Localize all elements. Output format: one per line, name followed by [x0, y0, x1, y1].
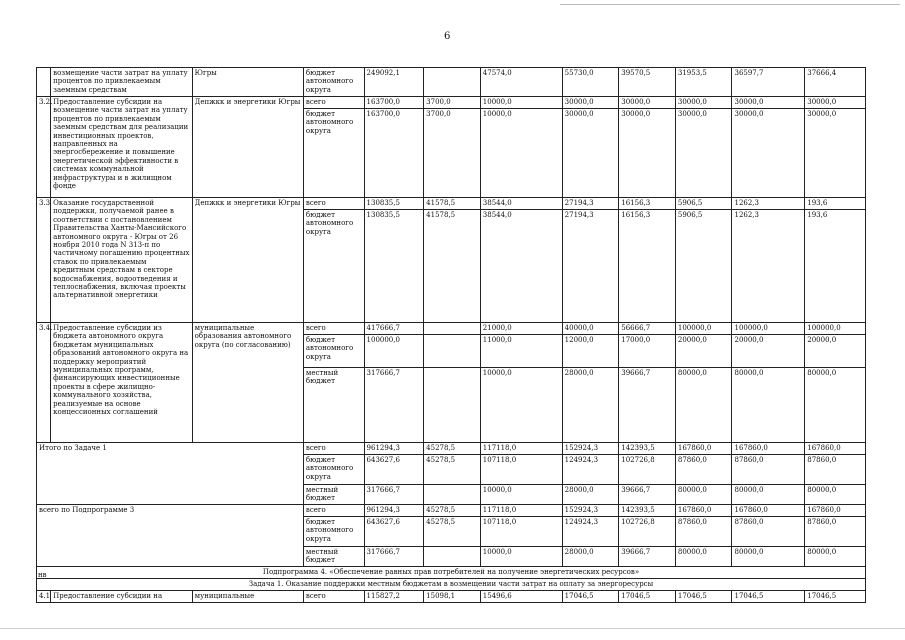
value-cell: 20000,0 [805, 335, 866, 368]
subprogram-heading: Подпрограмма 4. «Обеспечение равных прав потребителей на получение энергетических ресурсов» [37, 566, 866, 578]
value-cell: 80000,0 [675, 368, 732, 443]
value-cell: 15098,1 [424, 590, 481, 602]
value-cell: 10000,0 [480, 97, 562, 109]
value-cell: 163700,0 [364, 109, 424, 198]
value-cell: 80000,0 [732, 546, 805, 566]
funding-source-cell: бюджет автономного округа [303, 109, 364, 198]
funding-source-cell: местный бюджет [303, 546, 364, 566]
value-cell: 167860,0 [732, 443, 805, 455]
value-cell [424, 485, 481, 505]
scan-artifact-bottom [0, 628, 905, 629]
value-cell: 80000,0 [805, 485, 866, 505]
value-cell: 80000,0 [805, 368, 866, 443]
value-cell: 1262,3 [732, 210, 805, 323]
value-cell: 3700,0 [424, 109, 481, 198]
value-cell: 142393,5 [619, 504, 676, 516]
funding-source-cell: бюджет автономного округа [303, 68, 364, 97]
value-cell: 3700,0 [424, 97, 481, 109]
value-cell: 100000,0 [732, 323, 805, 335]
value-cell [424, 368, 481, 443]
value-cell: 17046,5 [675, 590, 732, 602]
value-cell: 80000,0 [732, 368, 805, 443]
row-number-cell [37, 68, 51, 97]
value-cell: 87860,0 [805, 516, 866, 546]
value-cell: 36597,7 [732, 68, 805, 97]
table-row [37, 443, 866, 455]
value-cell: 130835,5 [364, 210, 424, 323]
value-cell: 1262,3 [732, 198, 805, 210]
funding-source-cell: всего [303, 97, 364, 109]
funding-source-cell: всего [303, 323, 364, 335]
table-row [37, 578, 866, 590]
value-cell: 142393,5 [619, 443, 676, 455]
executor-cell: Депжкк и энергетики Югры [192, 97, 303, 198]
table-row [37, 68, 866, 97]
value-cell: 31953,5 [675, 68, 732, 97]
value-cell: 87860,0 [805, 455, 866, 485]
value-cell: 17046,5 [619, 590, 676, 602]
value-cell: 30000,0 [732, 97, 805, 109]
value-cell: 100000,0 [805, 323, 866, 335]
value-cell: 28000,0 [562, 368, 619, 443]
value-cell: 193,6 [805, 210, 866, 323]
table-row [37, 198, 866, 210]
value-cell: 107118,0 [480, 516, 562, 546]
value-cell: 80000,0 [675, 485, 732, 505]
value-cell: 30000,0 [619, 97, 676, 109]
measure-name-cell: Предоставление субсидии на [51, 590, 193, 602]
value-cell: 17046,5 [562, 590, 619, 602]
value-cell: 100000,0 [364, 335, 424, 368]
value-cell: 317666,7 [364, 485, 424, 505]
value-cell: 87860,0 [675, 516, 732, 546]
value-cell: 87860,0 [732, 455, 805, 485]
page-number: 6 [444, 31, 451, 42]
value-cell: 124924,3 [562, 455, 619, 485]
funding-source-cell: всего [303, 198, 364, 210]
row-number-cell: 3.4. [37, 323, 51, 443]
executor-cell: муниципальные образования автономного округа (по согласованию) [192, 323, 303, 443]
value-cell: 21000,0 [480, 323, 562, 335]
value-cell: 102726,8 [619, 455, 676, 485]
value-cell: 130835,5 [364, 198, 424, 210]
measure-name-cell: Предоставление субсидии на возмещение части затрат на уплату процентов по привлекаемым заемным средствам для реализации инвестиционных проектов, направленных на энергосбережение и повышение энергетической эффективности в системах коммунальной инфраструктуры и в жилищном фонде [51, 97, 193, 198]
value-cell: 643627,6 [364, 516, 424, 546]
value-cell: 47574,0 [480, 68, 562, 97]
funding-source-cell: местный бюджет [303, 368, 364, 443]
value-cell: 80000,0 [732, 485, 805, 505]
funding-source-cell: бюджет автономного округа [303, 516, 364, 546]
measure-name-cell: возмещение части затрат на уплату процентов по привлекаемым заемным средствам [51, 68, 193, 97]
funding-source-cell: бюджет автономного округа [303, 455, 364, 485]
value-cell: 115827,2 [364, 590, 424, 602]
total-label-cell: всего по Подпрограмме 3 [37, 504, 304, 566]
value-cell: 5906,5 [675, 198, 732, 210]
total-label-cell: Итого по Задаче 1 [37, 443, 304, 505]
value-cell: 193,6 [805, 198, 866, 210]
value-cell: 11000,0 [480, 335, 562, 368]
value-cell: 28000,0 [562, 546, 619, 566]
value-cell: 20000,0 [675, 335, 732, 368]
table-row [37, 504, 866, 516]
value-cell: 167860,0 [805, 504, 866, 516]
value-cell: 961294,3 [364, 443, 424, 455]
value-cell: 16156,3 [619, 210, 676, 323]
value-cell: 163700,0 [364, 97, 424, 109]
value-cell: 10000,0 [480, 546, 562, 566]
value-cell: 40000,0 [562, 323, 619, 335]
value-cell: 417666,7 [364, 323, 424, 335]
value-cell: 39666,7 [619, 485, 676, 505]
row-number-cell: 3.2. [37, 97, 51, 198]
value-cell [424, 323, 481, 335]
value-cell: 117118,0 [480, 504, 562, 516]
value-cell: 80000,0 [675, 546, 732, 566]
value-cell: 30000,0 [732, 109, 805, 198]
value-cell: 17046,5 [805, 590, 866, 602]
value-cell: 100000,0 [675, 323, 732, 335]
footer-mark: нв [38, 571, 47, 579]
budget-table [36, 67, 866, 603]
value-cell: 30000,0 [675, 109, 732, 198]
value-cell: 5906,5 [675, 210, 732, 323]
value-cell: 41578,5 [424, 198, 481, 210]
funding-source-cell: бюджет автономного округа [303, 335, 364, 368]
value-cell: 643627,6 [364, 455, 424, 485]
executor-cell: Депжкк и энергетики Югры [192, 198, 303, 323]
value-cell: 38544,0 [480, 210, 562, 323]
value-cell: 55730,0 [562, 68, 619, 97]
executor-cell: муниципальные [192, 590, 303, 602]
value-cell: 80000,0 [805, 546, 866, 566]
scan-artifact-top [560, 4, 900, 5]
value-cell: 45278,5 [424, 443, 481, 455]
value-cell: 12000,0 [562, 335, 619, 368]
value-cell: 30000,0 [805, 109, 866, 198]
value-cell: 41578,5 [424, 210, 481, 323]
value-cell: 167860,0 [675, 504, 732, 516]
value-cell: 317666,7 [364, 546, 424, 566]
value-cell: 87860,0 [675, 455, 732, 485]
value-cell: 39666,7 [619, 368, 676, 443]
funding-source-cell: всего [303, 443, 364, 455]
value-cell [424, 546, 481, 566]
value-cell: 20000,0 [732, 335, 805, 368]
value-cell: 152924,3 [562, 443, 619, 455]
funding-source-cell: всего [303, 590, 364, 602]
value-cell: 30000,0 [562, 109, 619, 198]
funding-source-cell: бюджет автономного округа [303, 210, 364, 323]
funding-source-cell: местный бюджет [303, 485, 364, 505]
row-number-cell: 4.1 [37, 590, 51, 602]
value-cell: 10000,0 [480, 109, 562, 198]
table-row [37, 97, 866, 109]
funding-source-cell: всего [303, 504, 364, 516]
measure-name-cell: Предоставление субсидии из бюджета автономного округа бюджетам муниципальных образований автономного округа на поддержку мероприятий муниципальных программ, финансирующих инвестиционные проекты в сфере жилищно-коммунального хозяйства, реализуемые на основе концессионных соглашений [51, 323, 193, 443]
executor-cell: Югры [192, 68, 303, 97]
value-cell: 28000,0 [562, 485, 619, 505]
value-cell: 45278,5 [424, 455, 481, 485]
value-cell: 39570,5 [619, 68, 676, 97]
value-cell: 15496,6 [480, 590, 562, 602]
value-cell: 16156,3 [619, 198, 676, 210]
value-cell: 17000,0 [619, 335, 676, 368]
value-cell: 30000,0 [805, 97, 866, 109]
task-heading: Задача 1. Оказание поддержки местным бюджетам в возмещении части затрат на оплату за энергоресурсы [37, 578, 866, 590]
value-cell: 30000,0 [562, 97, 619, 109]
value-cell: 30000,0 [619, 109, 676, 198]
value-cell: 30000,0 [675, 97, 732, 109]
value-cell: 167860,0 [805, 443, 866, 455]
value-cell: 27194,3 [562, 198, 619, 210]
value-cell: 117118,0 [480, 443, 562, 455]
value-cell: 167860,0 [675, 443, 732, 455]
value-cell: 45278,5 [424, 504, 481, 516]
value-cell: 249092,1 [364, 68, 424, 97]
value-cell: 56666,7 [619, 323, 676, 335]
table-row [37, 323, 866, 335]
value-cell: 107118,0 [480, 455, 562, 485]
value-cell: 39666,7 [619, 546, 676, 566]
value-cell: 961294,3 [364, 504, 424, 516]
value-cell: 27194,3 [562, 210, 619, 323]
row-number-cell: 3.3 [37, 198, 51, 323]
value-cell: 317666,7 [364, 368, 424, 443]
value-cell: 38544,0 [480, 198, 562, 210]
value-cell: 37666,4 [805, 68, 866, 97]
table-row [37, 566, 866, 578]
value-cell: 124924,3 [562, 516, 619, 546]
value-cell [424, 335, 481, 368]
value-cell: 45278,5 [424, 516, 481, 546]
value-cell: 152924,3 [562, 504, 619, 516]
value-cell: 17046,5 [732, 590, 805, 602]
table-row [37, 590, 866, 602]
value-cell: 167860,0 [732, 504, 805, 516]
value-cell: 87860,0 [732, 516, 805, 546]
measure-name-cell: Оказание государственной поддержки, получаемой ранее в соответствии с постановлением Правительства Ханты-Мансийского автономного округа - Югры от 26 ноября 2010 года N 313-п по частичному погашению процентных ставок по привлекаемым кредитным средствам в секторе водоснабжения, водоотведения и теплоснабжения, включая проекты альтернативной энергетики [51, 198, 193, 323]
value-cell: 10000,0 [480, 368, 562, 443]
value-cell [424, 68, 481, 97]
value-cell: 10000,0 [480, 485, 562, 505]
value-cell: 102726,8 [619, 516, 676, 546]
